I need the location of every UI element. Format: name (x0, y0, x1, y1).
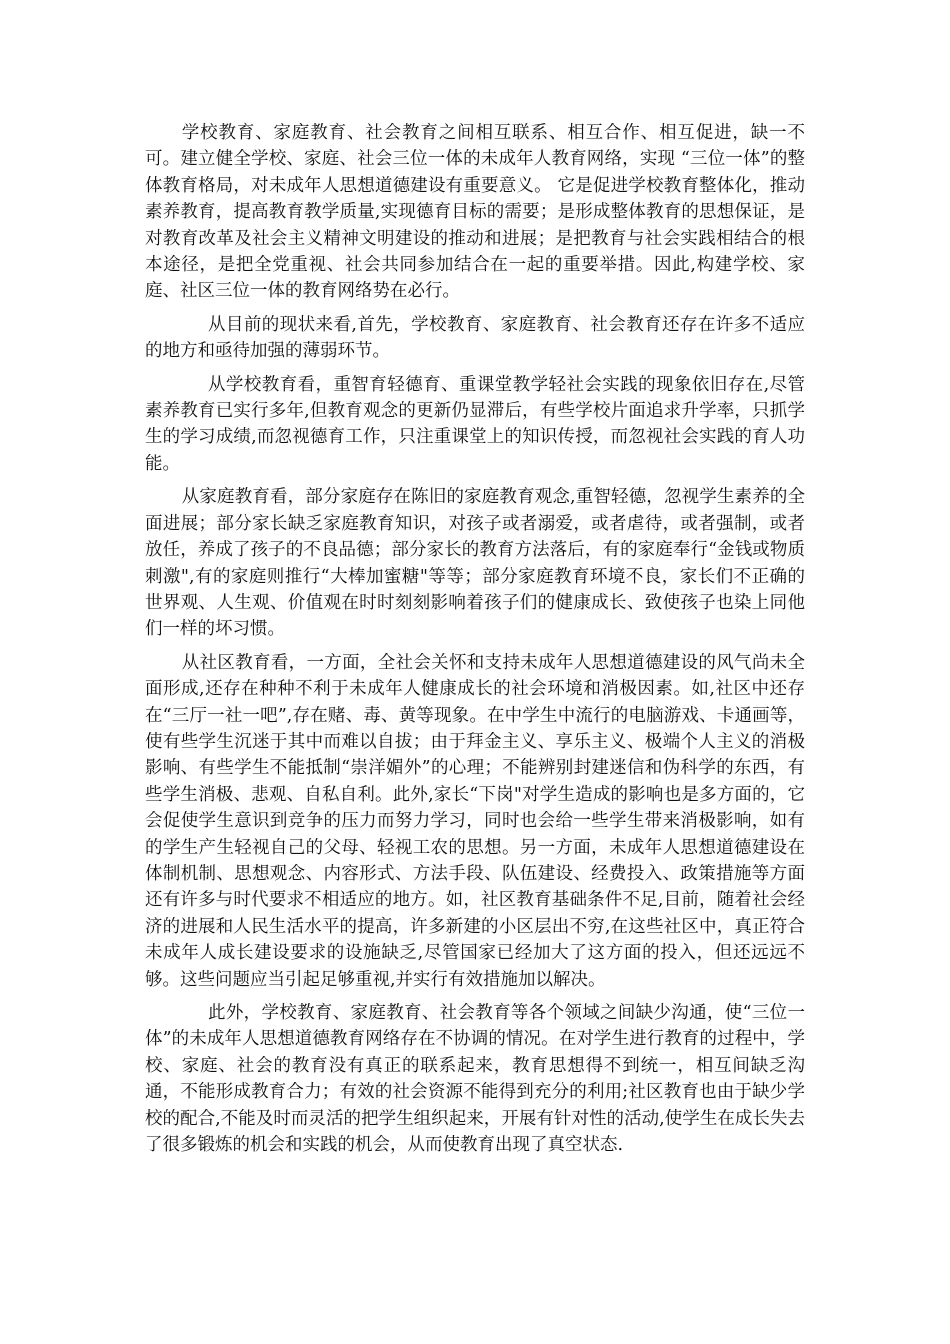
paragraph-current-status: 从目前的现状来看,首先，学校教育、家庭教育、社会教育还存在许多不适应的地方和亟待加强的薄弱环节。 (145, 314, 805, 362)
paragraph-community-education: 从社区教育看，一方面，全社会关怀和支持未成年人思想道德建设的风气尚未全面形成,还存在种种不利于未成年人健康成长的社会环境和消极因素。如,社区中还存在“三厅一社一吧”,存在赌、毒、黄等现象。在中学生中流行的电脑游戏、卡通画等，使有些学生沉迷于其中而难以自拔；由于拜金主义、享乐主义、极端个人主义的消极影响、有些学生不能抵制“崇洋媚外”的心理；不能辨别封建迷信和伪科学的东西，有些学生消极、悲观、自私自利。此外,家长“下岗"对学生造成的影响也是多方面的，它会促使学生意识到竞争的压力而努力学习，同时也会给一些学生带来消极影响，如有的学生产生轻视自己的父母、轻视工农的思想。另一方面，未成年人思想道德建设在体制机制、思想观念、内容形式、方法手段、队伍建设、经费投入、政策措施等方面还有许多与时代要求不相适应的地方。如，社区教育基础条件不足,目前，随着社会经济的进展和人民生活水平的提高，许多新建的小区层出不穷,在这些社区中，真正符合未成年人成长建设要求的设施缺乏,尽管国家已经加大了这方面的投入，但还远远不够。这些问题应当引起足够重视,并实行有效措施加以解决。 (145, 652, 805, 990)
paragraph-intro: 学校教育、家庭教育、社会教育之间相互联系、相互合作、相互促进，缺一不可。建立健全学校、家庭、社会三位一体的未成年人教育网络，实现 “三位一体”的整体教育格局，对未成年人思想道德建设有重要意义。 它是促进学校教育整体化，推动素养教育，提高教育教学质量,实现德育目标的需要；是形成整体教育的思想保证，是对教育改革及社会主义精神文明建设的推动和进展；是把教育与社会实践相结合的根本途径，是把全党重视、社会共同参加结合在一起的重要举措。因此,构建学校、家庭、社区三位一体的教育网络势在必行。 (145, 123, 805, 302)
paragraph-coordination: 此外，学校教育、家庭教育、社会教育等各个领域之间缺少沟通，使“三位一体”的未成年人思想道德教育网络存在不协调的情况。在对学生进行教育的过程中，学校、家庭、社会的教育没有真正的联系起来，教育思想得不到统一，相互间缺乏沟通，不能形成教育合力；有效的社会资源不能得到充分的利用;社区教育也由于缺少学校的配合,不能及时而灵活的把学生组织起来，开展有针对性的活动,使学生在成长失去了很多锻炼的机会和实践的机会，从而使教育出现了真空状态. (145, 1003, 805, 1156)
document-body (145, 120, 805, 1165)
paragraph-family-education: 从家庭教育看，部分家庭存在陈旧的家庭教育观念,重智轻德，忽视学生素养的全面进展；部分家长缺乏家庭教育知识，对孩子或者溺爱，或者虐待，或者强制，或者放任，养成了孩子的不良品德；部分家长的教育方法落后，有的家庭奉行“金钱或物质刺激",有的家庭则推行“大棒加蜜糖"等等；部分家庭教育环境不良，家长们不正确的世界观、人生观、价值观在时时刻刻影响着孩子们的健康成长、致使孩子也染上同他们一样的坏习惯。 (145, 487, 805, 640)
paragraph-school-education: 从学校教育看，重智育轻德育、重课堂教学轻社会实践的现象依旧存在,尽管素养教育已实行多年,但教育观念的更新仍显滞后，有些学校片面追求升学率，只抓学生的学习成绩,而忽视德育工作，只注重课堂上的知识传授，而忽视社会实践的育人功能。 (145, 374, 805, 474)
